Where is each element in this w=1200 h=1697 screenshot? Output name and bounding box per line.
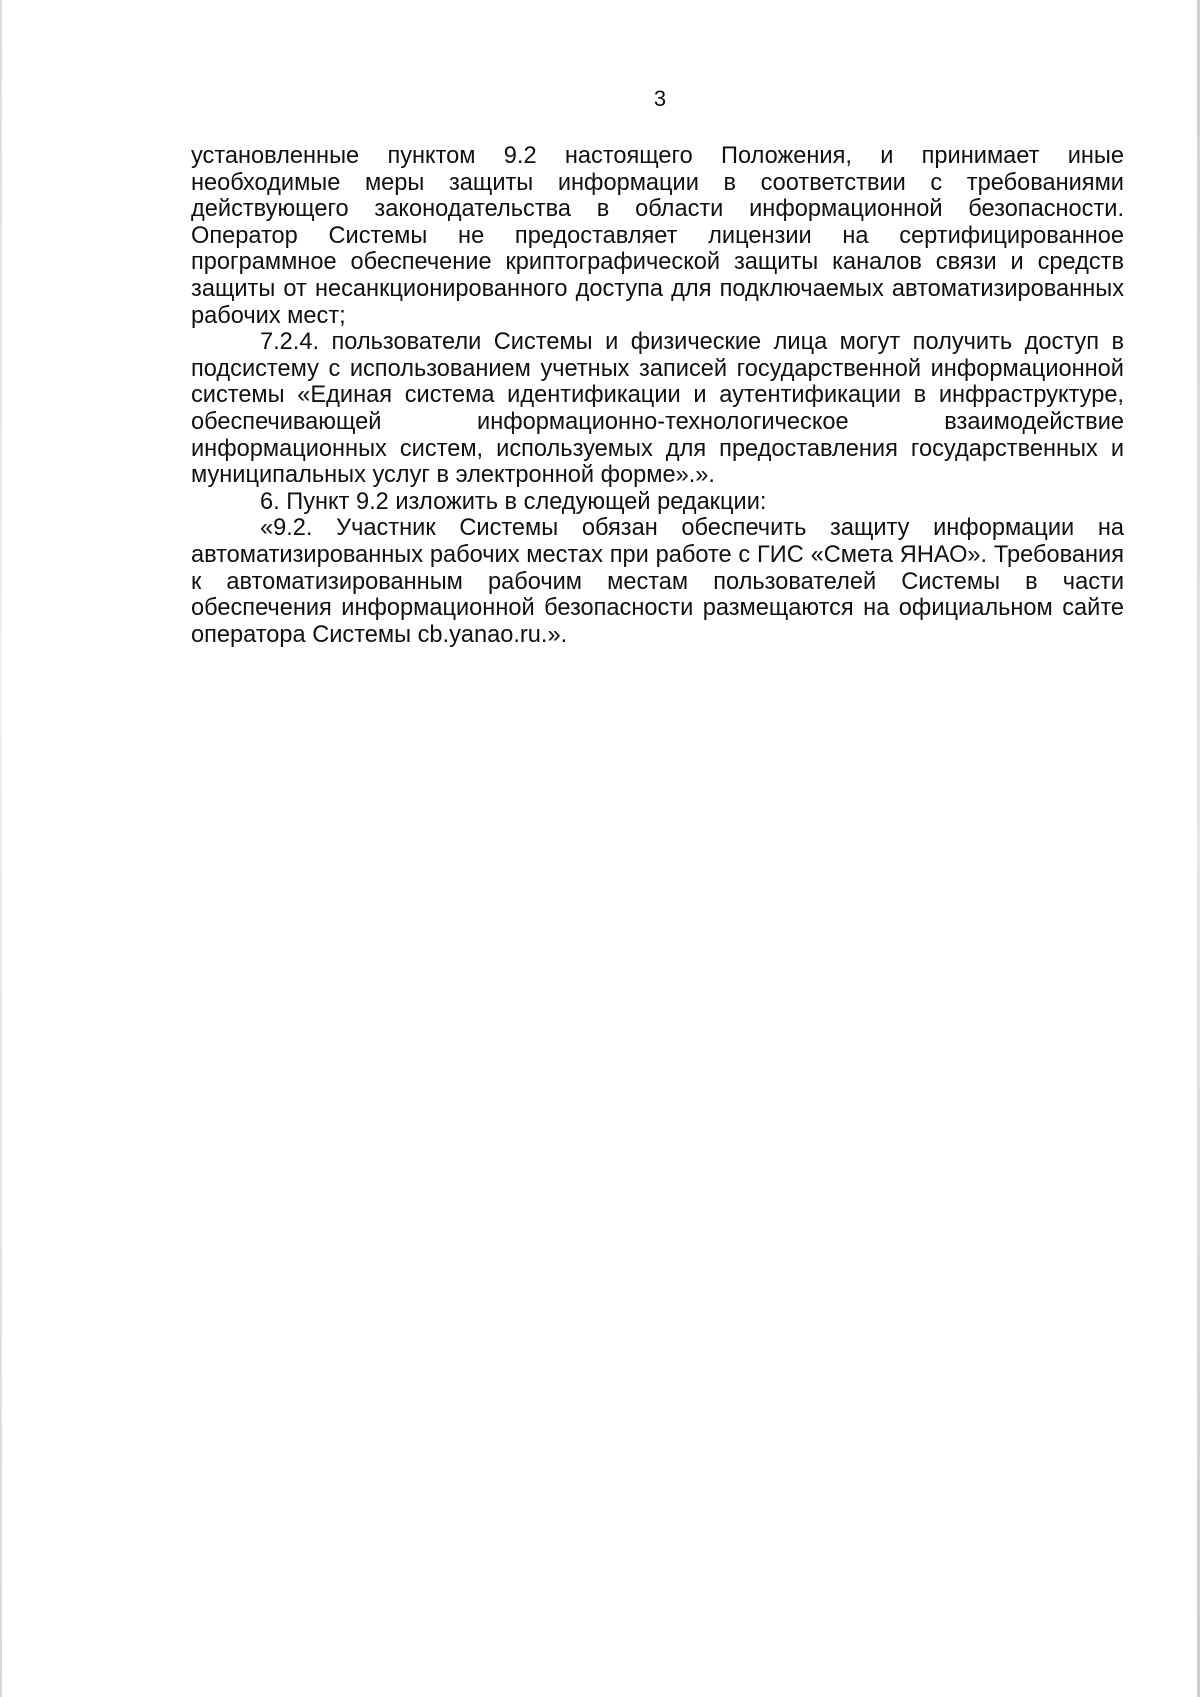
document-body (191, 143, 1124, 648)
paragraph-item-6: 6. Пункт 9.2 изложить в следующей редакции: (260, 488, 767, 515)
paragraph-continuation: установленные пунктом 9.2 настоящего Положения, и принимает иные необходимые меры защиты информации в соответствии с требованиями действующего законодательства в области информационной безопасности. Оператор Системы не предоставляет лицензии на сертифицированное программное обеспечение криптографической защиты каналов связи и средств защиты от несанкционированного доступа для подключаемых автоматизированных рабочих мест; (191, 143, 1124, 329)
paragraph-9-2: «9.2. Участник Системы обязан обеспечить защиту информации на автоматизированных рабочих местах при работе с ГИС «Смета ЯНАО». Требования к автоматизированным рабочим местам пользователей Системы в части обеспечения информационной безопасности размещаются на официальном сайте оператора Системы cb.yanao.ru.». (191, 515, 1124, 648)
paragraph-7-2-4: 7.2.4. пользователи Системы и физические лица могут получить доступ в подсистему с использованием учетных записей государственной информационной системы «Единая система идентификации и аутентификации в инфраструктуре, обеспечивающей информационно-технологическое взаимодействие информационных систем, используемых для предоставления государственных и муниципальных услуг в электронной форме».». (191, 329, 1124, 489)
scan-edge-left (0, 0, 2, 1697)
page-number: 3 (653, 86, 667, 111)
